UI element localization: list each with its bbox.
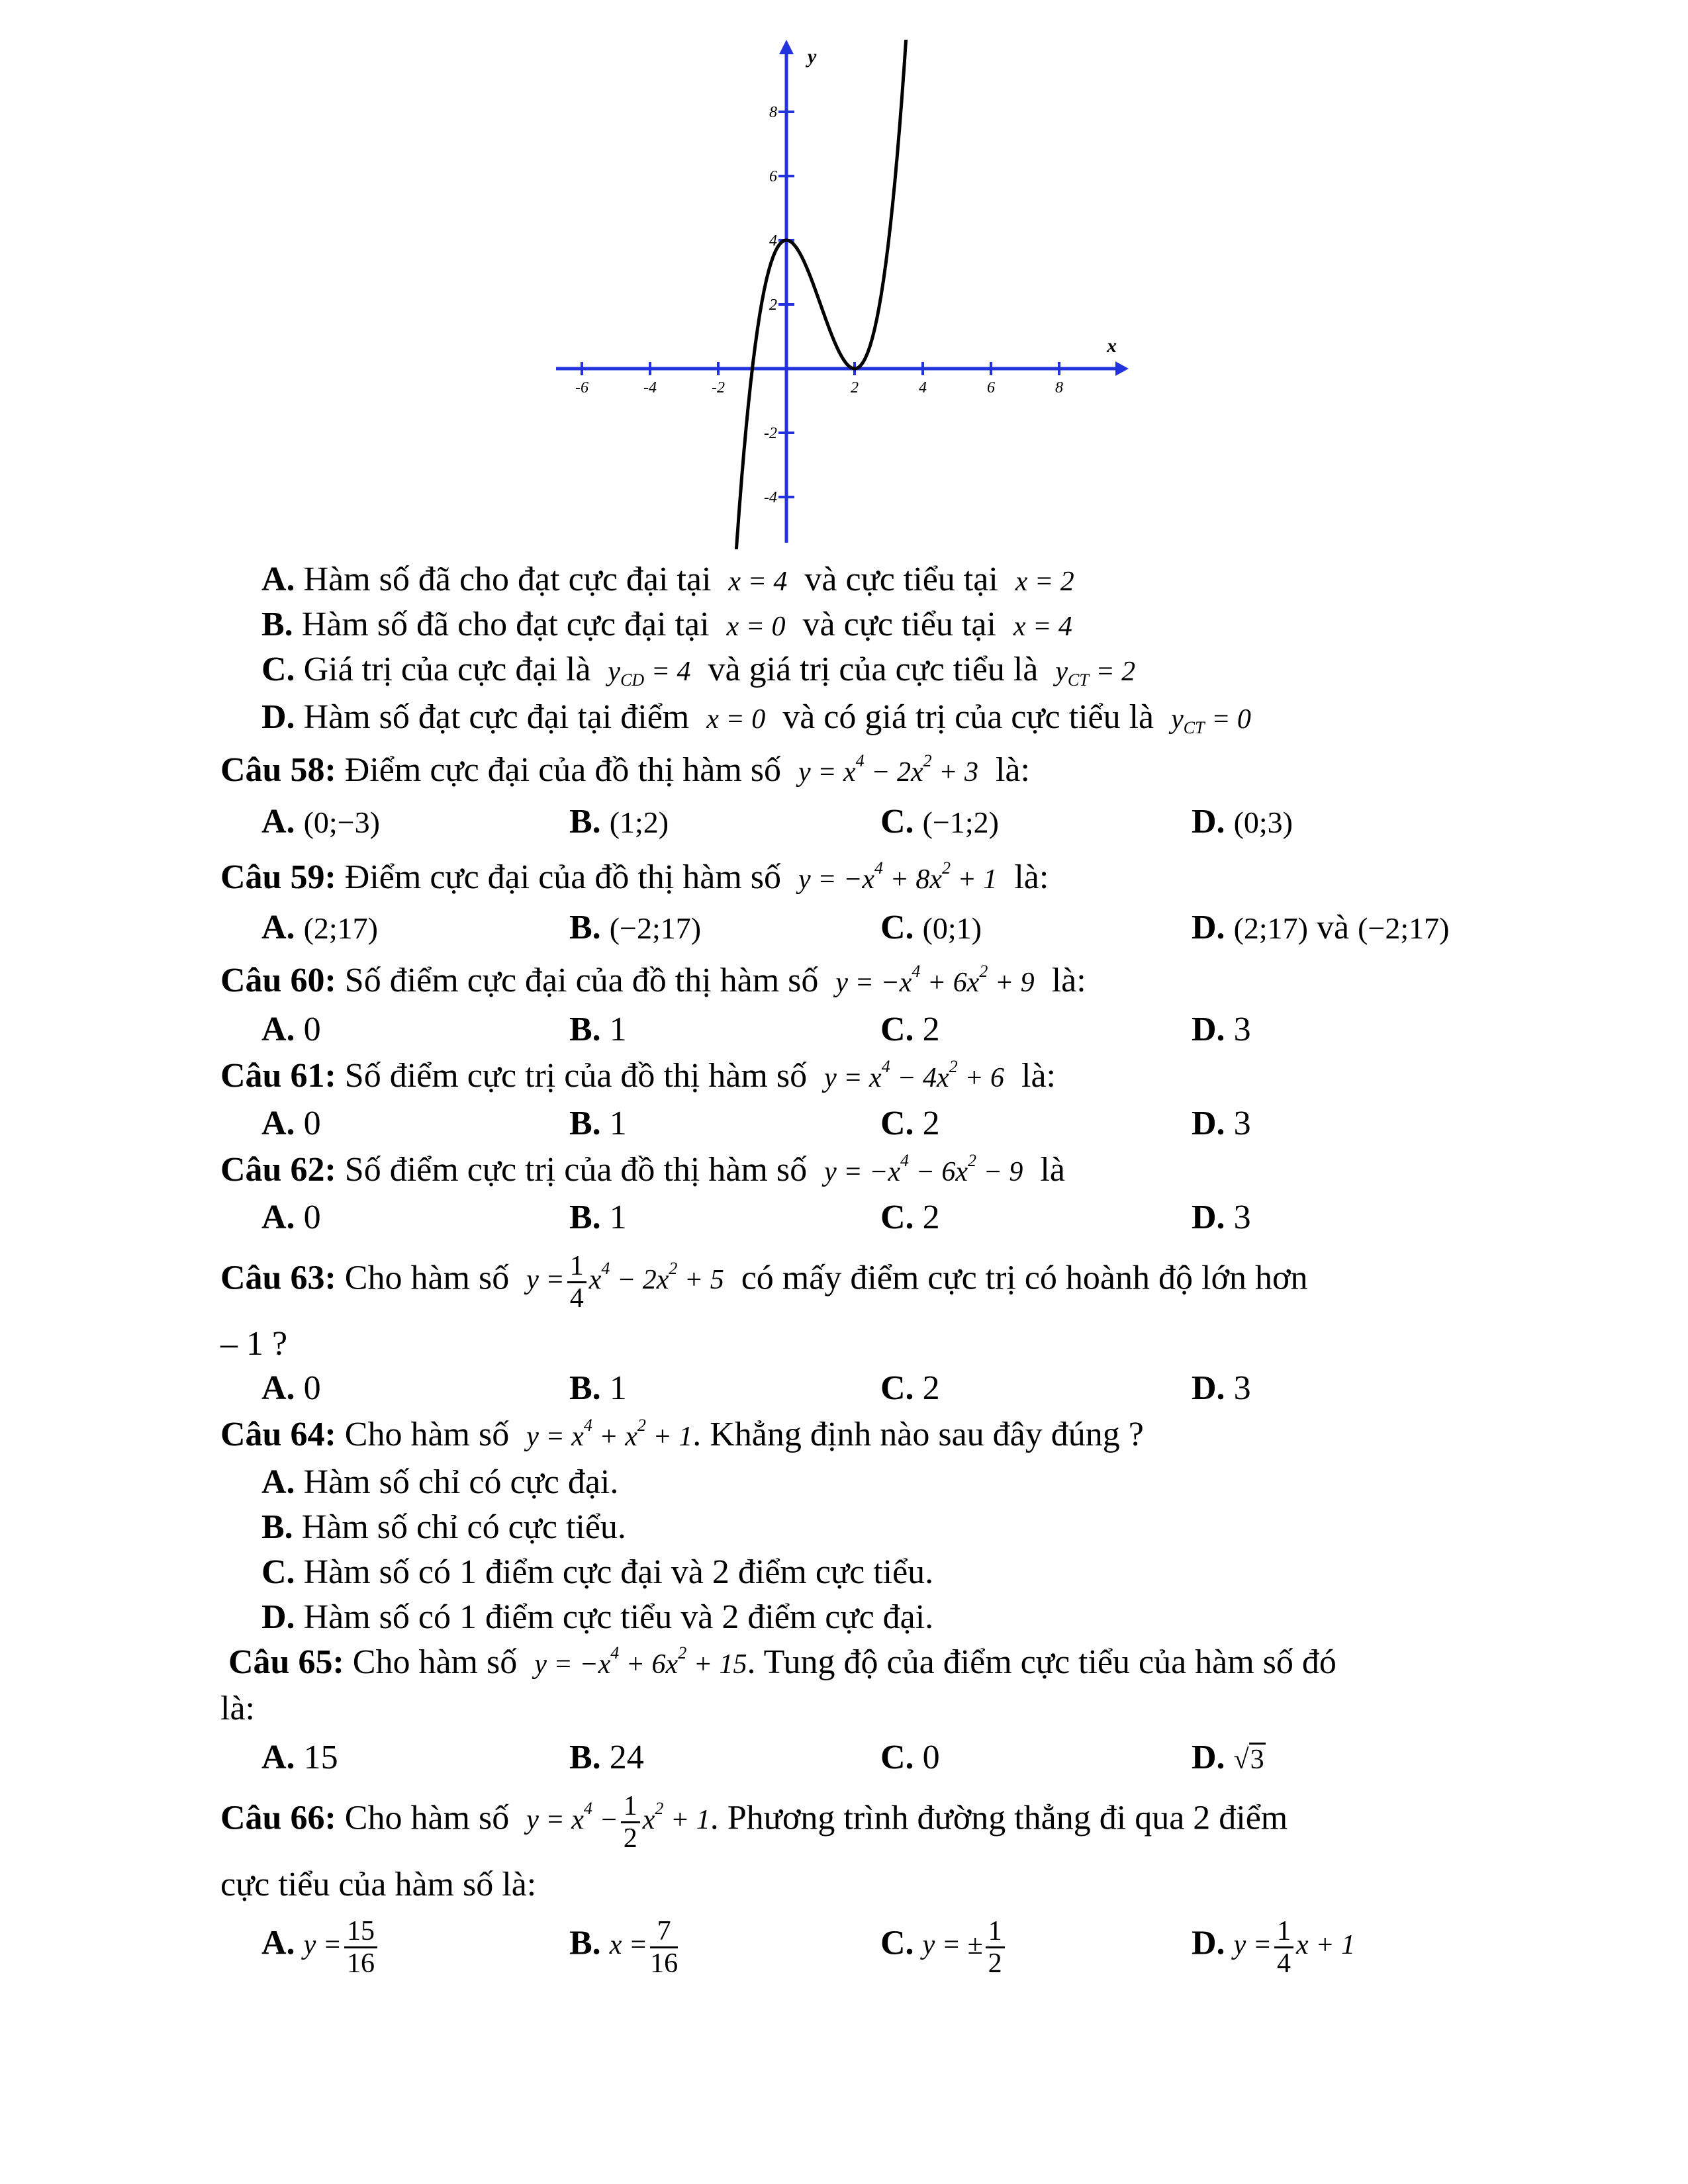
q66-question: Câu 66: Cho hàm số $y = x^4$ − $\frac{1}{2}$ $x^2 + 1$. Phương trình đường thẳng đi qua 2 điểm	[220, 1791, 1288, 1854]
q62-question: Câu 62: Số điểm cực trị của đồ thị hàm số $y = -x^4 - 6x^2 - 9$ là	[220, 1151, 1065, 1189]
q61-option-b[interactable]: B. 1	[569, 1105, 627, 1142]
q65-continuation: là:	[220, 1690, 255, 1727]
q64-option-c[interactable]: C. Hàm số có 1 điểm cực đại và 2 điểm cực tiểu.	[261, 1553, 934, 1591]
y-axis-arrow-icon	[779, 40, 794, 54]
q59-option-b[interactable]: B. (−2;17)	[569, 909, 702, 946]
q65-option-c[interactable]: C. 0	[880, 1739, 940, 1776]
q57-option-b[interactable]: B. Hàm số đã cho đạt cực đại tại x = 0 và cực tiểu tại x = 4	[261, 606, 1072, 643]
y-tick-label: 4	[769, 232, 777, 250]
function-curve	[729, 0, 921, 556]
q63-continuation: – 1 ?	[220, 1325, 288, 1363]
y-tick-label: 2	[769, 296, 777, 314]
q65-option-d[interactable]: D. √3	[1192, 1739, 1264, 1776]
q64-option-d[interactable]: D. Hàm số có 1 điểm cực tiểu và 2 điểm cực đại.	[261, 1598, 934, 1636]
function-graph	[0, 0, 1688, 556]
q65-question: Câu 65: Cho hàm số $y = -x^4 + 6x^2 + 15$. Tung độ của điểm cực tiểu của hàm số đó	[228, 1643, 1336, 1681]
q57-option-d[interactable]: D. Hàm số đạt cực đại tại điểm x = 0 và có giá trị của cực tiểu là $y_{CT} = 0$	[261, 698, 1251, 737]
x-tick-label: -2	[712, 379, 725, 396]
q62-option-d[interactable]: D. 3	[1192, 1199, 1251, 1236]
q57-option-a[interactable]: A. Hàm số đã cho đạt cực đại tại x = 4 và cực tiểu tại x = 2	[261, 561, 1074, 598]
q63-question: Câu 63: Cho hàm số y = $\frac{1}{4}$ $x^4 - 2x^2 + 5$ có mấy điểm cực trị có hoành độ lớn hơn	[220, 1251, 1308, 1314]
q61-option-a[interactable]: A. 0	[261, 1105, 321, 1142]
x-tick-label: -4	[643, 379, 657, 396]
x-axis-arrow-icon	[1115, 361, 1129, 376]
q64-question: Câu 64: Cho hàm số $y = x^4 + x^2 + 1$. Khẳng định nào sau đây đúng ?	[220, 1416, 1144, 1453]
q66-option-c[interactable]: C. y = ± $\frac{1}{2}$	[880, 1916, 1008, 1979]
q65-option-b[interactable]: B. 24	[569, 1739, 644, 1776]
q66-option-d[interactable]: D. y = $\frac{1}{4}$ x + 1	[1192, 1916, 1356, 1979]
q59-option-d[interactable]: D. (2;17) và (−2;17)	[1192, 909, 1450, 946]
x-axis-label: x	[1107, 335, 1117, 357]
q63-option-a[interactable]: A. 0	[261, 1369, 321, 1407]
q60-option-b[interactable]: B. 1	[569, 1011, 627, 1048]
q64-option-b[interactable]: B. Hàm số chỉ có cực tiểu.	[261, 1508, 626, 1546]
x-tick-label: 6	[987, 379, 995, 396]
q59-question: Câu 59: Điểm cực đại của đồ thị hàm số $y = -x^4 + 8x^2 + 1$ là:	[220, 858, 1049, 896]
q60-option-a[interactable]: A. 0	[261, 1011, 321, 1048]
y-tick-label: -2	[764, 425, 777, 442]
q58-option-d[interactable]: D. (0;3)	[1192, 803, 1293, 841]
q61-question: Câu 61: Số điểm cực trị của đồ thị hàm số $y = x^4 - 4x^2 + 6$ là:	[220, 1057, 1056, 1095]
q61-option-d[interactable]: D. 3	[1192, 1105, 1251, 1142]
q66-option-b[interactable]: B. x = $\frac{7}{16}$	[569, 1916, 679, 1979]
q58-option-b[interactable]: B. (1;2)	[569, 803, 669, 841]
y-tick-label: 6	[769, 168, 777, 185]
q66-option-a[interactable]: A. y = $\frac{15}{16}$	[261, 1916, 380, 1979]
q60-question: Câu 60: Số điểm cực đại của đồ thị hàm số $y = -x^4 + 6x^2 + 9$ là:	[220, 962, 1086, 999]
q62-option-a[interactable]: A. 0	[261, 1199, 321, 1236]
q63-option-d[interactable]: D. 3	[1192, 1369, 1251, 1407]
q62-option-b[interactable]: B. 1	[569, 1199, 627, 1236]
q64-option-a[interactable]: A. Hàm số chỉ có cực đại.	[261, 1463, 619, 1501]
q57-option-c[interactable]: C. Giá trị của cực đại là $y_{CD} = 4$ và giá trị của cực tiểu là $y_{CT} = 2$	[261, 651, 1136, 690]
x-tick-label: 8	[1055, 379, 1063, 396]
q62-option-c[interactable]: C. 2	[880, 1199, 940, 1236]
q65-option-a[interactable]: A. 15	[261, 1739, 338, 1776]
q66-continuation: cực tiểu của hàm số là:	[220, 1866, 537, 1903]
q58-option-c[interactable]: C. (−1;2)	[880, 803, 999, 841]
q63-option-c[interactable]: C. 2	[880, 1369, 940, 1407]
y-axis-label: y	[808, 46, 817, 68]
q61-option-c[interactable]: C. 2	[880, 1105, 940, 1142]
q59-option-a[interactable]: A. (2;17)	[261, 909, 378, 946]
q60-option-d[interactable]: D. 3	[1192, 1011, 1251, 1048]
y-tick-label: 8	[769, 104, 777, 121]
x-tick-label: -6	[575, 379, 588, 396]
q60-option-c[interactable]: C. 2	[880, 1011, 940, 1048]
q58-option-a[interactable]: A. (0;−3)	[261, 803, 380, 841]
q58-question: Câu 58: Điểm cực đại của đồ thị hàm số $y = x^4 - 2x^2 + 3$ là:	[220, 751, 1030, 789]
y-tick-label: -4	[764, 489, 777, 506]
q59-option-c[interactable]: C. (0;1)	[880, 909, 982, 946]
x-tick-label: 2	[851, 379, 859, 396]
q63-option-b[interactable]: B. 1	[569, 1369, 627, 1407]
x-tick-label: 4	[919, 379, 927, 396]
